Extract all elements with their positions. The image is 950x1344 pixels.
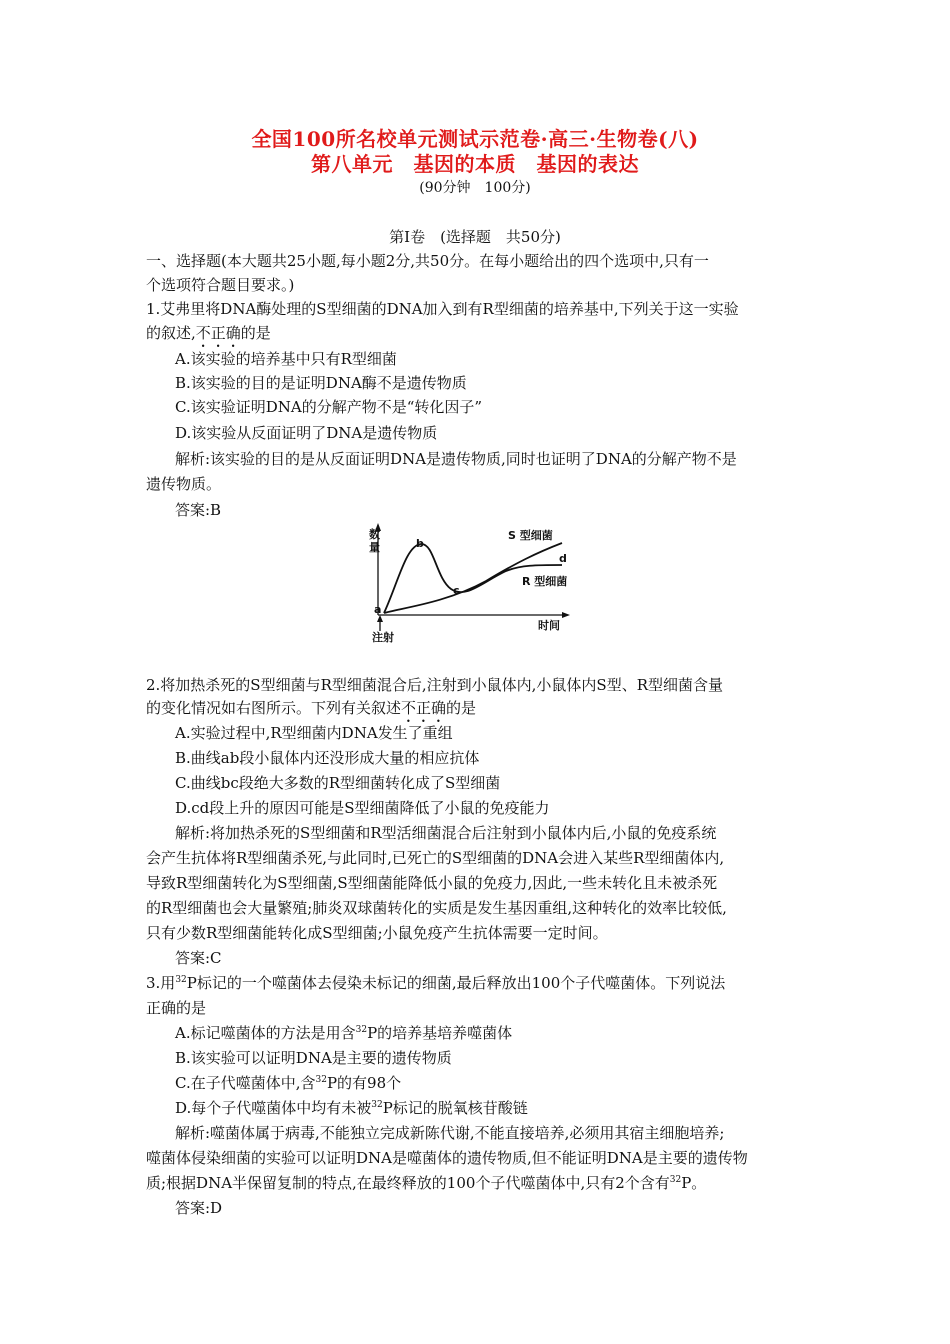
q2-option-b: B.曲线ab段小鼠体内还没形成大量的相应抗体 [175, 749, 480, 767]
q1-option-a: A.该实验的培养基中只有R型细菌 [175, 350, 397, 368]
q1-emphasis: 不正确 [195, 324, 241, 342]
q2-option-a: A.实验过程中,R型细菌内DNA发生了重组 [175, 724, 453, 742]
injection-label: 注射 [372, 631, 394, 644]
q3-analysis-line1: 解析:噬菌体属于病毒,不能独立完成新陈代谢,不能直接培养,必须用其宿主细胞培养; [175, 1124, 725, 1142]
q1-analysis-line1: 解析:该实验的目的是从反面证明DNA是遗传物质,同时也证明了DNA的分解产物不是 [175, 450, 737, 468]
r-type-label: R 型细菌 [522, 575, 568, 588]
q2-analysis-line1: 解析:将加热杀死的S型细菌和R型活细菌混合后注射到小鼠体内后,小鼠的免疫系统 [175, 824, 717, 842]
q1-option-d: D.该实验从反面证明了DNA是遗传物质 [175, 424, 438, 442]
q1-option-c: C.该实验证明DNA的分解产物不是“转化因子” [175, 398, 483, 416]
paper-title: 全国100所名校单元测试示范卷·高三·生物卷(八) [251, 127, 699, 151]
q2-stem-line1: 2.将加热杀死的S型细菌与R型细菌混合后,注射到小鼠体内,小鼠体内S型、R型细菌含量 [146, 676, 723, 694]
point-b-label: b [416, 537, 424, 550]
q2-stem-line2: 的变化情况如右图所示。下列有关叙述不正确的是 [146, 699, 477, 717]
q1-stem-line1: 1.艾弗里将DNA酶处理的S型细菌的DNA加入到有R型细菌的培养基中,下列关于这一实验 [146, 300, 739, 318]
q2-analysis-line3: 导致R型细菌转化为S型细菌,S型细菌能降低小鼠的免疫力,因此,一些未转化且未被杀死 [146, 874, 718, 892]
q2-emphasis: 不正确 [401, 699, 447, 717]
q3-option-b: B.该实验可以证明DNA是主要的遗传物质 [175, 1049, 452, 1067]
q3-stem-line1: 3.用$^{32}$P标记的一个噬菌体去侵染未标记的细菌,最后释放出100个子代噬菌体。下列说法 [146, 974, 726, 992]
q3-option-d: D.每个子代噬菌体中均有未被$^{32}$P标记的脱氧核苷酸链 [175, 1099, 528, 1117]
point-d-label: d [559, 552, 567, 565]
q3-answer: 答案:D [175, 1199, 223, 1217]
injection-arrow-head [377, 615, 383, 622]
q2-answer: 答案:C [175, 949, 222, 967]
x-axis-arrow [562, 612, 570, 618]
q1-analysis-line2: 遗传物质。 [146, 475, 222, 493]
y-axis-label-1: 数 [369, 528, 380, 541]
section-instructions-line1: 一、选择题(本大题共25小题,每小题2分,共50分。在每小题给出的四个选项中,只有一 [146, 252, 709, 270]
unit-title: 第八单元 基因的本质 基因的表达 [311, 152, 639, 176]
q1-stem-line2: 的叙述,不正确的是 [146, 324, 271, 342]
q3-analysis-line3: 质;根据DNA半保留复制的特点,在最终释放的100个子代噬菌体中,只有2个含有$^{32}$P。 [146, 1174, 707, 1192]
point-a-label: a [374, 603, 382, 616]
y-axis-label-2: 量 [369, 541, 380, 554]
q2-option-c: C.曲线bc段绝大多数的R型细菌转化成了S型细菌 [175, 774, 501, 792]
q1-option-b: B.该实验的目的是证明DNA酶不是遗传物质 [175, 374, 467, 392]
section-heading: 第Ⅰ卷 (选择题 共50分) [389, 228, 561, 246]
q3-option-a: A.标记噬菌体的方法是用含$^{32}$P的培养基培养噬菌体 [175, 1024, 513, 1042]
bacteria-count-figure [366, 523, 586, 653]
q2-analysis-line4: 的R型细菌也会大量繁殖;肺炎双球菌转化的实质是发生基因重组,这种转化的效率比较低, [146, 899, 727, 917]
point-c-label: c [453, 584, 460, 597]
q2-option-d: D.cd段上升的原因可能是S型细菌降低了小鼠的免疫能力 [175, 799, 550, 817]
s-type-label: S 型细菌 [508, 529, 553, 542]
q1-answer: 答案:B [175, 501, 222, 519]
q3-option-c: C.在子代噬菌体中,含$^{32}$P的有98个 [175, 1074, 402, 1092]
q2-analysis-line5: 只有少数R型细菌能转化成S型细菌;小鼠免疫产生抗体需要一定时间。 [146, 924, 608, 942]
time-score-note: (90分钟 100分) [419, 180, 531, 196]
x-axis-label: 时间 [538, 619, 560, 632]
section-instructions-line2: 个选项符合题目要求。) [146, 276, 295, 294]
q3-stem-line2: 正确的是 [146, 999, 207, 1017]
q3-analysis-line2: 噬菌体侵染细菌的实验可以证明DNA是噬菌体的遗传物质,但不能证明DNA是主要的遗传物 [146, 1149, 748, 1167]
q2-analysis-line2: 会产生抗体将R型细菌杀死,与此同时,已死亡的S型细菌的DNA会进入某些R型细菌体内, [146, 849, 725, 867]
